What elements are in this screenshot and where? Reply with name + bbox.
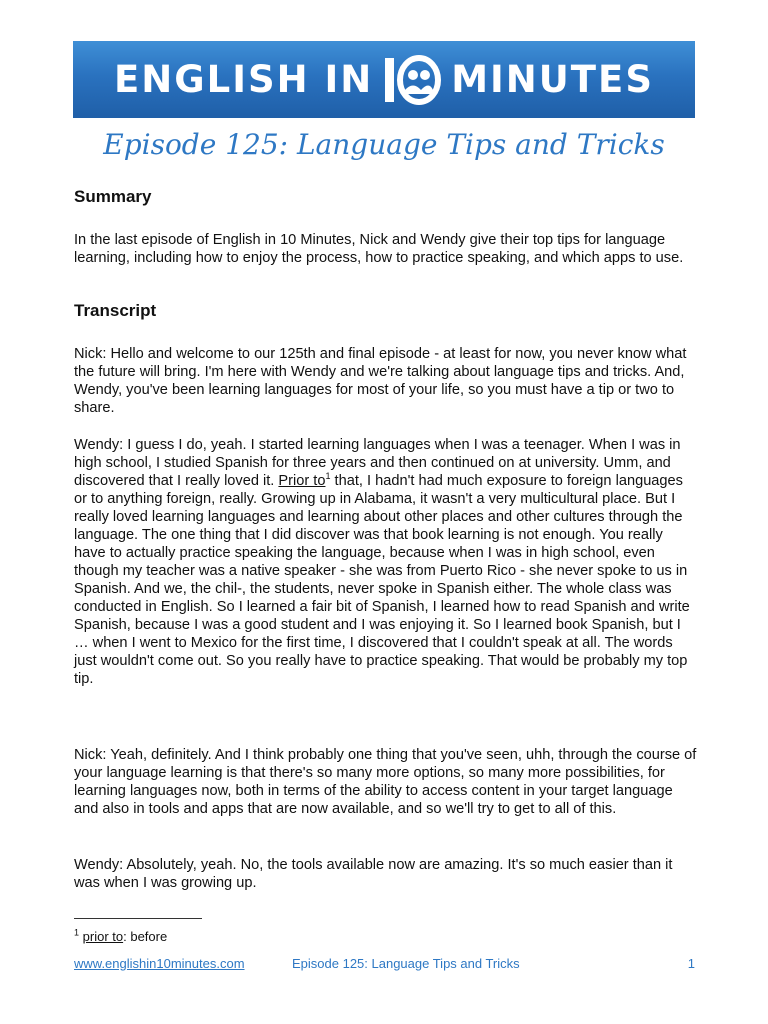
footnote-definition: : before [123, 929, 168, 944]
transcript-paragraph-2 [74, 436, 698, 688]
banner-text-left: ENGLISH IN [114, 58, 374, 101]
transcript-heading: Transcript [74, 301, 157, 320]
vocab-term: Prior to [278, 473, 326, 489]
summary-text: In the last episode of English in 10 Minutes, Nick and Wendy give their top tips for language learning, including how to enjoy the process, how to practice speaking, and which apps to use. [74, 232, 684, 266]
paragraph-text: Wendy: I guess I do, yeah. I started learning languages when I was a teenager. When I was in high school, I studied Spanish for three years and then continued on at university. Umm, and discovered that I really loved it. [74, 437, 681, 489]
page-footer [74, 956, 695, 974]
banner-text-right: MINUTES [451, 58, 654, 101]
ten-logo-icon [383, 52, 441, 108]
summary-heading: Summary [74, 187, 152, 206]
episode-title: Episode 125: Language Tips and Tricks [103, 128, 665, 161]
footnote-number: 1 [74, 927, 80, 938]
paragraph-text: that, I hadn't had much exposure to foreign languages or to anything foreign, really. Growing up in Alabama, it wasn't a very multicultural place. But I really loved learning languages and learning about other places and other cultures through the language. The one thing that I did discover was that book learning is not enough. You really have to actually practice speaking the language, because when I was in high school, even though my teacher was a native speaker - she was from Puerto Rico - she never spoke to us in Spanish. And we, the chil-, the students, never spoke in Spanish either. The whole class was conducted in English. So I learned a fair bit of Spanish, I learned how to read Spanish and write Spanish, because I was a good student and I was enjoying it. So I learned book Spanish, but I … when I went to Mexico for the first time, I discovered that I couldn't speak at all. The words just wouldn't come out. So you really have to practice speaking. That would be probably my top tip. [74, 473, 690, 687]
footnote [74, 929, 167, 944]
website-link[interactable]: www.englishin10minutes.com [74, 956, 245, 971]
banner-logo [114, 52, 654, 108]
header-banner [73, 41, 695, 118]
transcript-paragraph-3: Nick: Yeah, definitely. And I think probably one thing that you've seen, uhh, through the course of your language learning is that there's so many more options, so many more possibilities, for learning languages now, both in terms of the ability to access content in your target language and also in tools and apps that are now available, and so we'll try to get to all of this. [74, 747, 697, 817]
footnote-ref[interactable]: 1 [325, 471, 331, 482]
transcript-paragraph-4: Wendy: Absolutely, yeah. No, the tools available now are amazing. It's so much easier than it was when I was growing up. [74, 857, 673, 891]
page-number: 1 [687, 956, 695, 971]
footnote-divider [74, 918, 202, 919]
transcript-paragraph-1: Nick: Hello and welcome to our 125th and final episode - at least for now, you never know what the future will bring. I'm here with Wendy and we're talking about language tips and tricks. And, Wendy, you've been learning languages for most of your life, so you must have a tip or two to share. [74, 346, 687, 416]
footnote-term: prior to [82, 929, 124, 944]
footer-episode-title: Episode 125: Language Tips and Tricks [292, 956, 520, 971]
